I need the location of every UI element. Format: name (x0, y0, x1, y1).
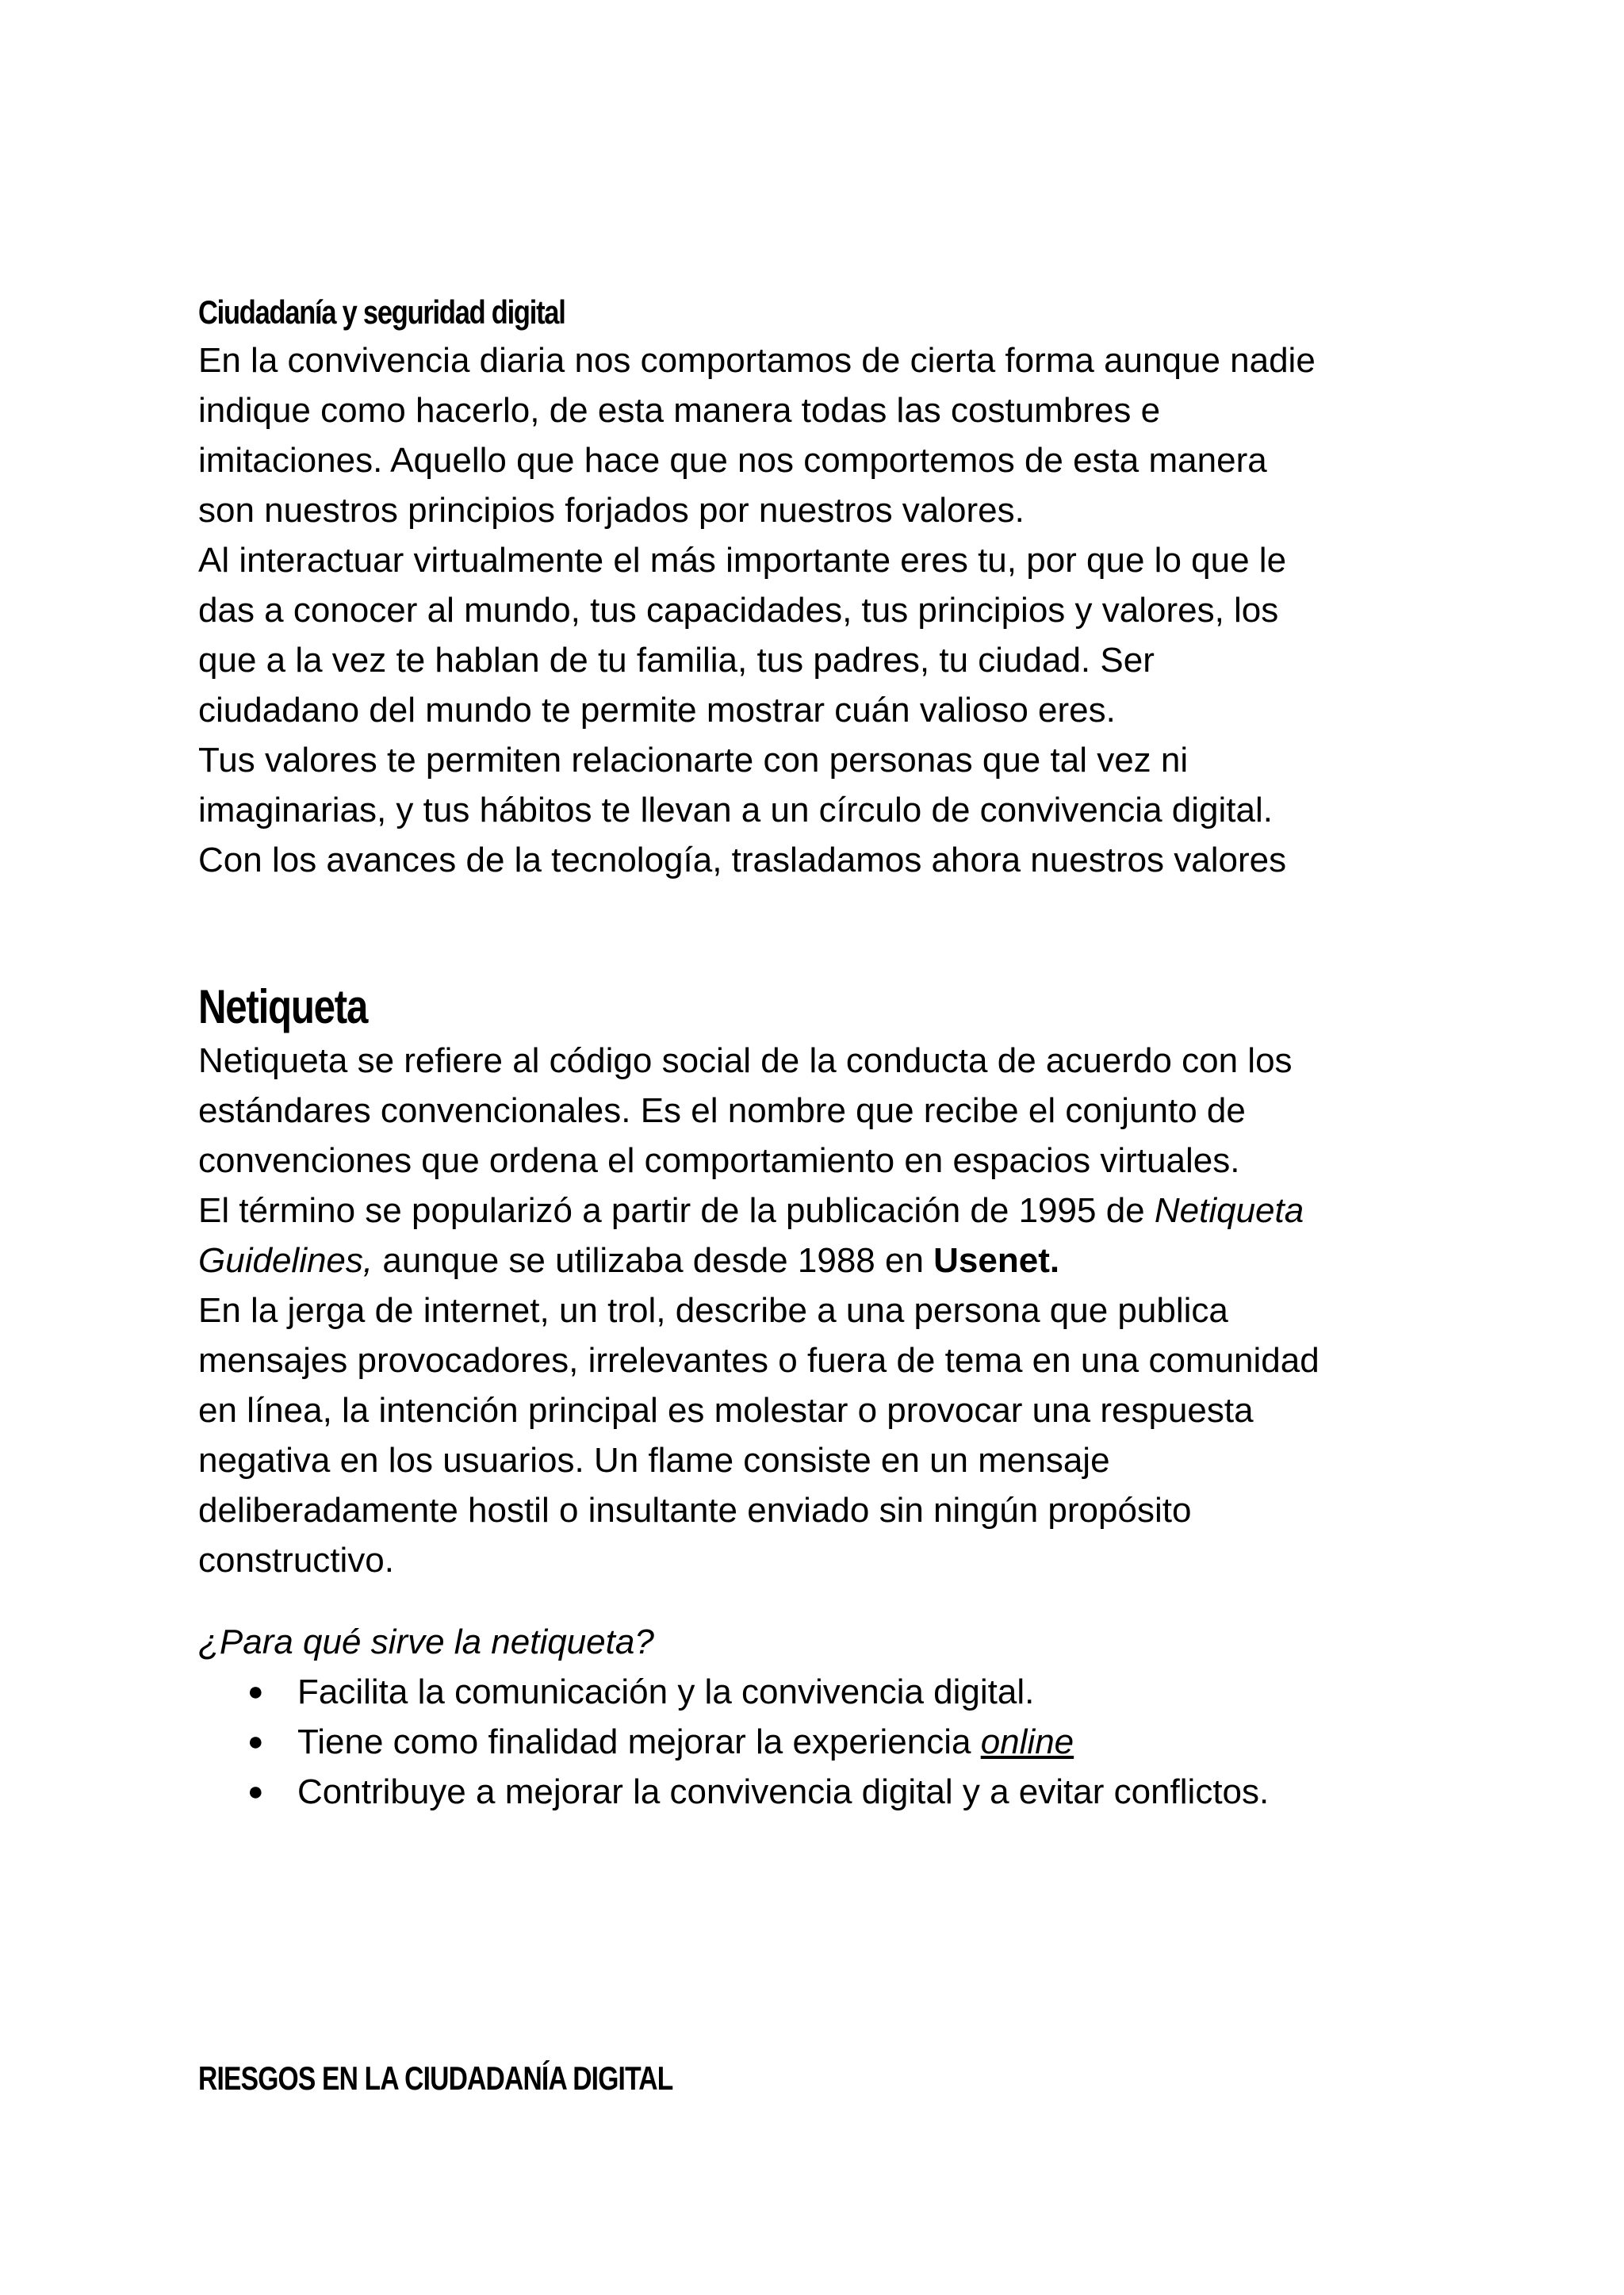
list-item (198, 1667, 1515, 1717)
text-line: Netiqueta se refiere al código social de la conducta de acuerdo con los (198, 1041, 1293, 1080)
text-line: Con los avances de la tecnología, trasladamos ahora nuestros valores (198, 841, 1287, 879)
text-line: son nuestros principios forjados por nuestros valores. (198, 491, 1025, 530)
list-item (198, 1767, 1515, 1817)
paragraph-spacer (198, 1585, 1515, 1617)
italic-term: Guidelines, (198, 1241, 373, 1280)
text-line: ciudadano del mundo te permite mostrar cuán valioso eres. (198, 691, 1116, 730)
paragraph-netiqueta (198, 1036, 1515, 1585)
text-line: En la convivencia diaria nos comportamos de cierta forma aunque nadie (198, 341, 1316, 380)
underlined-term-online: online (980, 1722, 1074, 1761)
bullet-icon: ● (247, 1726, 264, 1757)
text-line: negativa en los usuarios. Un flame consiste en un mensaje (198, 1441, 1110, 1480)
section-title-riesgos: RIESGOS EN LA CIUDADANÍA DIGITAL (198, 2059, 673, 2097)
text-line: mensajes provocadores, irrelevantes o fuera de tema en una comunidad (198, 1341, 1320, 1380)
text-line: que a la vez te hablan de tu familia, tus padres, tu ciudad. Ser (198, 641, 1155, 680)
document-content (198, 289, 1515, 1817)
text-span: aunque se utilizaba desde 1988 en (373, 1241, 934, 1280)
text-line: das a conocer al mundo, tus capacidades, tus principios y valores, los (198, 591, 1279, 630)
text-line: constructivo. (198, 1541, 394, 1580)
section-title-ciudadania: Ciudadanía y seguridad digital (198, 293, 565, 331)
list-item-text: Tiene como finalidad mejorar la experiencia (297, 1722, 981, 1761)
text-line: Al interactuar virtualmente el más importante eres tu, por que lo que le (198, 541, 1287, 580)
list-item-text: Facilita la comunicación y la convivencia digital. (297, 1672, 1035, 1711)
list-item-text: Contribuye a mejorar la convivencia digital y a evitar conflictos. (297, 1772, 1270, 1811)
text-line: en línea, la intención principal es molestar o provocar una respuesta (198, 1391, 1254, 1430)
bullet-icon: ● (247, 1676, 264, 1707)
text-line: indique como hacerlo, de esta manera todas las costumbres e (198, 391, 1161, 430)
text-line: convenciones que ordena el comportamiento en espacios virtuales. (198, 1141, 1240, 1180)
bullet-icon: ● (247, 1776, 264, 1806)
text-line (198, 1236, 1515, 1285)
bold-term-usenet: Usenet. (933, 1241, 1060, 1280)
text-line: estándares convencionales. Es el nombre que recibe el conjunto de (198, 1091, 1246, 1130)
text-line: imitaciones. Aquello que hace que nos comportemos de esta manera (198, 441, 1267, 480)
text-line: imaginarias, y tus hábitos te llevan a un círculo de convivencia digital. (198, 791, 1273, 829)
text-line: Tus valores te permiten relacionarte con personas que tal vez ni (198, 741, 1189, 780)
question-netiqueta: ¿Para qué sirve la netiqueta? (198, 1623, 654, 1661)
bullet-list (198, 1667, 1515, 1817)
text-line (198, 1186, 1515, 1236)
section-spacer (198, 885, 1515, 979)
paragraph-ciudadania (198, 335, 1515, 885)
italic-term: Netiqueta (1154, 1191, 1304, 1230)
text-line: deliberadamente hostil o insultante enviado sin ningún propósito (198, 1491, 1192, 1530)
text-line: En la jerga de internet, un trol, describe a una persona que publica (198, 1291, 1228, 1330)
section-title-netiqueta: Netiqueta (198, 980, 368, 1033)
text-span: El término se popularizó a partir de la publicación de 1995 de (198, 1191, 1155, 1230)
list-item (198, 1717, 1515, 1767)
